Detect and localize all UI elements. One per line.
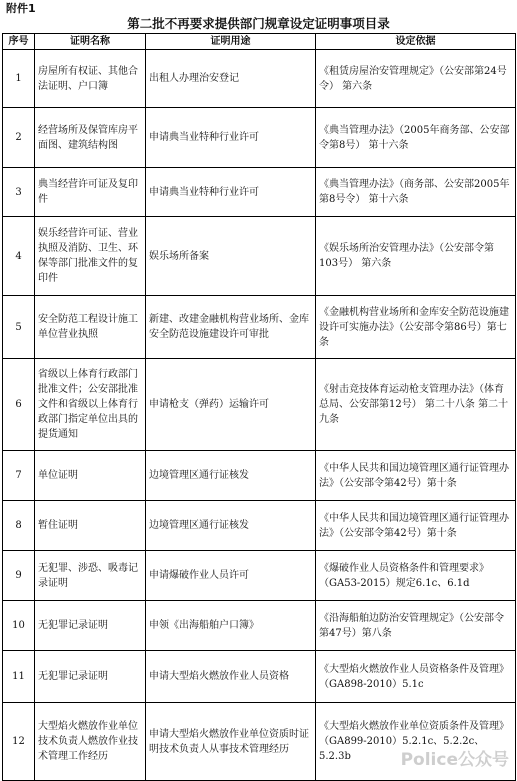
row-name: 典当经营许可证及复印件: [35, 168, 146, 217]
document-title: 第二批不再要求提供部门规章设定证明事项目录: [127, 16, 390, 31]
row-use: 申请爆破作业人员许可: [146, 551, 316, 601]
row-basis: 《沿海船舶边防治安管理规定》（公安部令第47号）第八条: [316, 601, 516, 651]
row-use: 新建、改建金融机构营业场所、金库安全防范设施建设许可审批: [146, 296, 316, 359]
row-use: 出租人办理治安登记: [146, 50, 316, 108]
row-use: 娱乐场所备案: [146, 217, 316, 296]
row-basis: 《租赁房屋治安管理规定》（公安部第24号令） 第六条: [316, 50, 516, 108]
row-no: 11: [3, 651, 35, 703]
row-basis: 《爆破作业人员资格条件和管理要求》（GA53-2015）规定6.1c、6.1d: [316, 551, 516, 601]
row-basis: 《典当管理办法》（商务部、公安部2005年第8号令） 第十六条: [316, 168, 516, 217]
row-use: 申请大型焰火燃放作业人员资格: [146, 651, 316, 703]
row-basis: 《中华人民共和国边境管理区通行证管理办法》（公安部令第42号）第十条: [316, 501, 516, 551]
row-no: 6: [3, 359, 35, 451]
row-use: 边境管理区通行证核发: [146, 501, 316, 551]
table-row: [3, 601, 516, 651]
row-no: 12: [3, 703, 35, 781]
row-name: 暂住证明: [35, 501, 146, 551]
table-row: [3, 168, 516, 217]
row-use: 申请大型焰火燃放作业单位资质时证明技术负责人从事技术管理经历: [146, 703, 316, 781]
table-row: [3, 296, 516, 359]
row-use: 申请枪支（弹药）运输许可: [146, 359, 316, 451]
row-no: 8: [3, 501, 35, 551]
table-row: [3, 108, 516, 168]
attachment-label: 附件1: [6, 2, 36, 15]
row-use: 申请典当业特种行业许可: [146, 108, 316, 168]
table-row: [3, 451, 516, 501]
table-row: [3, 651, 516, 703]
table-header-row: [3, 34, 516, 50]
row-basis: 《中华人民共和国边境管理区通行证管理办法》（公安部令第42号）第十条: [316, 451, 516, 501]
row-no: 5: [3, 296, 35, 359]
items-table: [2, 33, 516, 781]
table-row: [3, 217, 516, 296]
row-basis: 《射击竞技体育运动枪支管理办法》（体育总局、公安部第12号） 第二十八条 第二十九条: [316, 359, 516, 451]
row-no: 1: [3, 50, 35, 108]
row-basis: 《金融机构营业场所和金库安全防范设施建设许可实施办法》（公安部令第86号）第七条: [316, 296, 516, 359]
row-no: 2: [3, 108, 35, 168]
row-no: 10: [3, 601, 35, 651]
table-row: [3, 501, 516, 551]
header-basis: 设定依据: [316, 34, 516, 50]
row-name: 无犯罪、涉恐、吸毒记录证明: [35, 551, 146, 601]
row-no: 7: [3, 451, 35, 501]
row-no: 4: [3, 217, 35, 296]
row-basis: 《大型焰火燃放作业人员资格条件及管理》（GA898-2010）5.1c: [316, 651, 516, 703]
watermark-text: Police公众号: [400, 750, 509, 770]
row-no: 9: [3, 551, 35, 601]
header-name: 证明名称: [35, 34, 146, 50]
row-name: 安全防范工程设计施工单位营业执照: [35, 296, 146, 359]
row-name: 无犯罪记录证明: [35, 651, 146, 703]
row-name: 房屋所有权证、其他合法证明、户口簿: [35, 50, 146, 108]
header-use: 证明用途: [146, 34, 316, 50]
table-row: [3, 50, 516, 108]
table-row: [3, 551, 516, 601]
row-name: 省级以上体育行政部门批准文件；公安部批准文件和省级以上体育行政部门指定单位出具的提货通知: [35, 359, 146, 451]
table-row: [3, 359, 516, 451]
row-basis: 《大型焰火燃放作业单位资质条件及管理》（GA899-2010）5.2.1c、5.2.2c、5.2.3b: [316, 703, 516, 781]
header-no: 序号: [3, 34, 35, 50]
row-name: 经营场所及保管库房平面图、建筑结构图: [35, 108, 146, 168]
row-name: 娱乐经营许可证、营业执照及消防、卫生、环保等部门批准文件的复印件: [35, 217, 146, 296]
row-no: 3: [3, 168, 35, 217]
row-name: 无犯罪记录证明: [35, 601, 146, 651]
row-use: 申领《出海船舶户口簿》: [146, 601, 316, 651]
row-name: 大型焰火燃放作业单位技术负责人燃放作业技术管理工作经历: [35, 703, 146, 781]
row-basis: 《典当管理办法》（2005年商务部、公安部令第8号） 第十六条: [316, 108, 516, 168]
row-basis: 《娱乐场所治安管理办法》（公安部令第103号） 第六条: [316, 217, 516, 296]
row-use: 申请典当业特种行业许可: [146, 168, 316, 217]
row-name: 单位证明: [35, 451, 146, 501]
row-use: 边境管理区通行证核发: [146, 451, 316, 501]
